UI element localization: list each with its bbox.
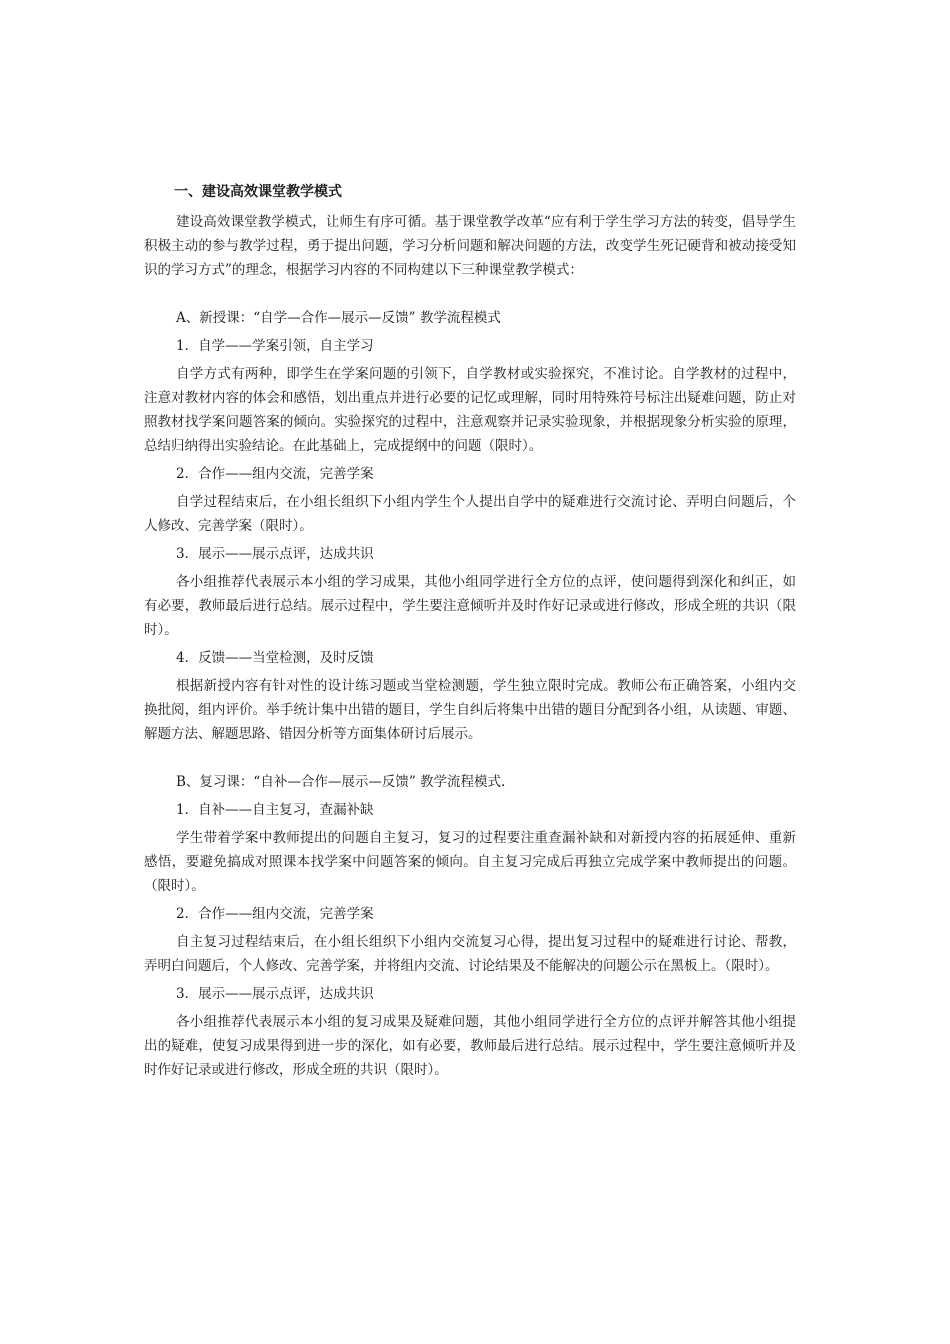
intro-paragraph: 建设高效课堂教学模式，让师生有序可循。基于课堂教学改革“应有利于学生学习方法的转变，倡导学生积极主动的参与教学过程，勇于提出问题，学习分析问题和解决问题的方法，改变学生死记硬背和被动接受知识的学习方式”的理念，根据学习内容的不同构建以下三种课堂教学模式： xyxy=(144,214,796,278)
section-a-item-1-text: 自学方式有两种，即学生在学案问题的引领下，自学教材或实验探究，不准讨论。自学教材的过程中，注意对教材内容的体会和感悟，划出重点并进行必要的记忆或理解，同时用特殊符号标注出疑难问题，防止对照教材找学案问题答案的倾向。实验探究的过程中，注意观察并记录实验现象，并根据现象分析实验的原理，总结归纳得出实验结论。在此基础上，完成提纲中的问题（限时）。 xyxy=(144,366,796,454)
section-a-title: A、新授课：“自学—合作—展示—反馈” 教学流程模式 xyxy=(176,310,501,326)
section-b-item-3-title: 3．展示——展示点评，达成共识 xyxy=(176,986,374,1002)
section-a-item-3-title: 3．展示——展示点评，达成共识 xyxy=(176,546,374,562)
section-b-item-3-text: 各小组推荐代表展示本小组的复习成果及疑难问题，其他小组同学进行全方位的点评并解答其他小组提出的疑难，使复习成果得到进一步的深化，如有必要，教师最后进行总结。展示过程中，学生要注意倾听并及时作好记录或进行修改，形成全班的共识（限时）。 xyxy=(144,1014,796,1078)
section-b-item-2-title: 2．合作——组内交流，完善学案 xyxy=(176,906,374,922)
section-b-item-2-text: 自主复习过程结束后，在小组长组织下小组内交流复习心得，提出复习过程中的疑难进行讨论、帮教，弄明白问题后，个人修改、完善学案，并将组内交流、讨论结果及不能解决的问题公示在黑板上。（限时）。 xyxy=(144,934,796,974)
section-a-item-1-title: 1．自学——学案引领，自主学习 xyxy=(176,338,374,354)
section-a-item-4-text: 根据新授内容有针对性的设计练习题或当堂检测题，学生独立限时完成。教师公布正确答案，小组内交换批阅，组内评价。举手统计集中出错的题目，学生自纠后将集中出错的题目分配到各小组，从读题、审题、解题方法、解题思路、错因分析等方面集体研讨后展示。 xyxy=(144,678,796,742)
section-b-item-1-title: 1．自补——自主复习，查漏补缺 xyxy=(176,802,374,818)
section-a-item-3-text: 各小组推荐代表展示本小组的学习成果，其他小组同学进行全方位的点评，使问题得到深化和纠正，如有必要，教师最后进行总结。展示过程中，学生要注意倾听并及时作好记录或进行修改，形成全班的共识（限时）。 xyxy=(144,574,796,638)
section-a-item-4-title: 4．反馈——当堂检测，及时反馈 xyxy=(176,650,374,666)
section-b-item-1-text: 学生带着学案中教师提出的问题自主复习，复习的过程要注重查漏补缺和对新授内容的拓展延伸、重新感悟，要避免搞成对照课本找学案中问题答案的倾向。自主复习完成后再独立完成学案中教师提出的问题。（限时）。 xyxy=(144,830,796,894)
section-a-item-2-text: 自学过程结束后，在小组长组织下小组内学生个人提出自学中的疑难进行交流讨论、弄明白问题后，个人修改、完善学案（限时）。 xyxy=(144,494,796,534)
section-b xyxy=(144,770,796,1082)
section-b-title: B、复习课：“自补—合作—展示—反馈” 教学流程模式. xyxy=(176,774,506,790)
section-a xyxy=(144,306,796,746)
document-page xyxy=(144,182,796,1082)
section-heading: 一、建设高效课堂教学模式 xyxy=(174,184,342,200)
section-a-item-2-title: 2．合作——组内交流，完善学案 xyxy=(176,466,374,482)
